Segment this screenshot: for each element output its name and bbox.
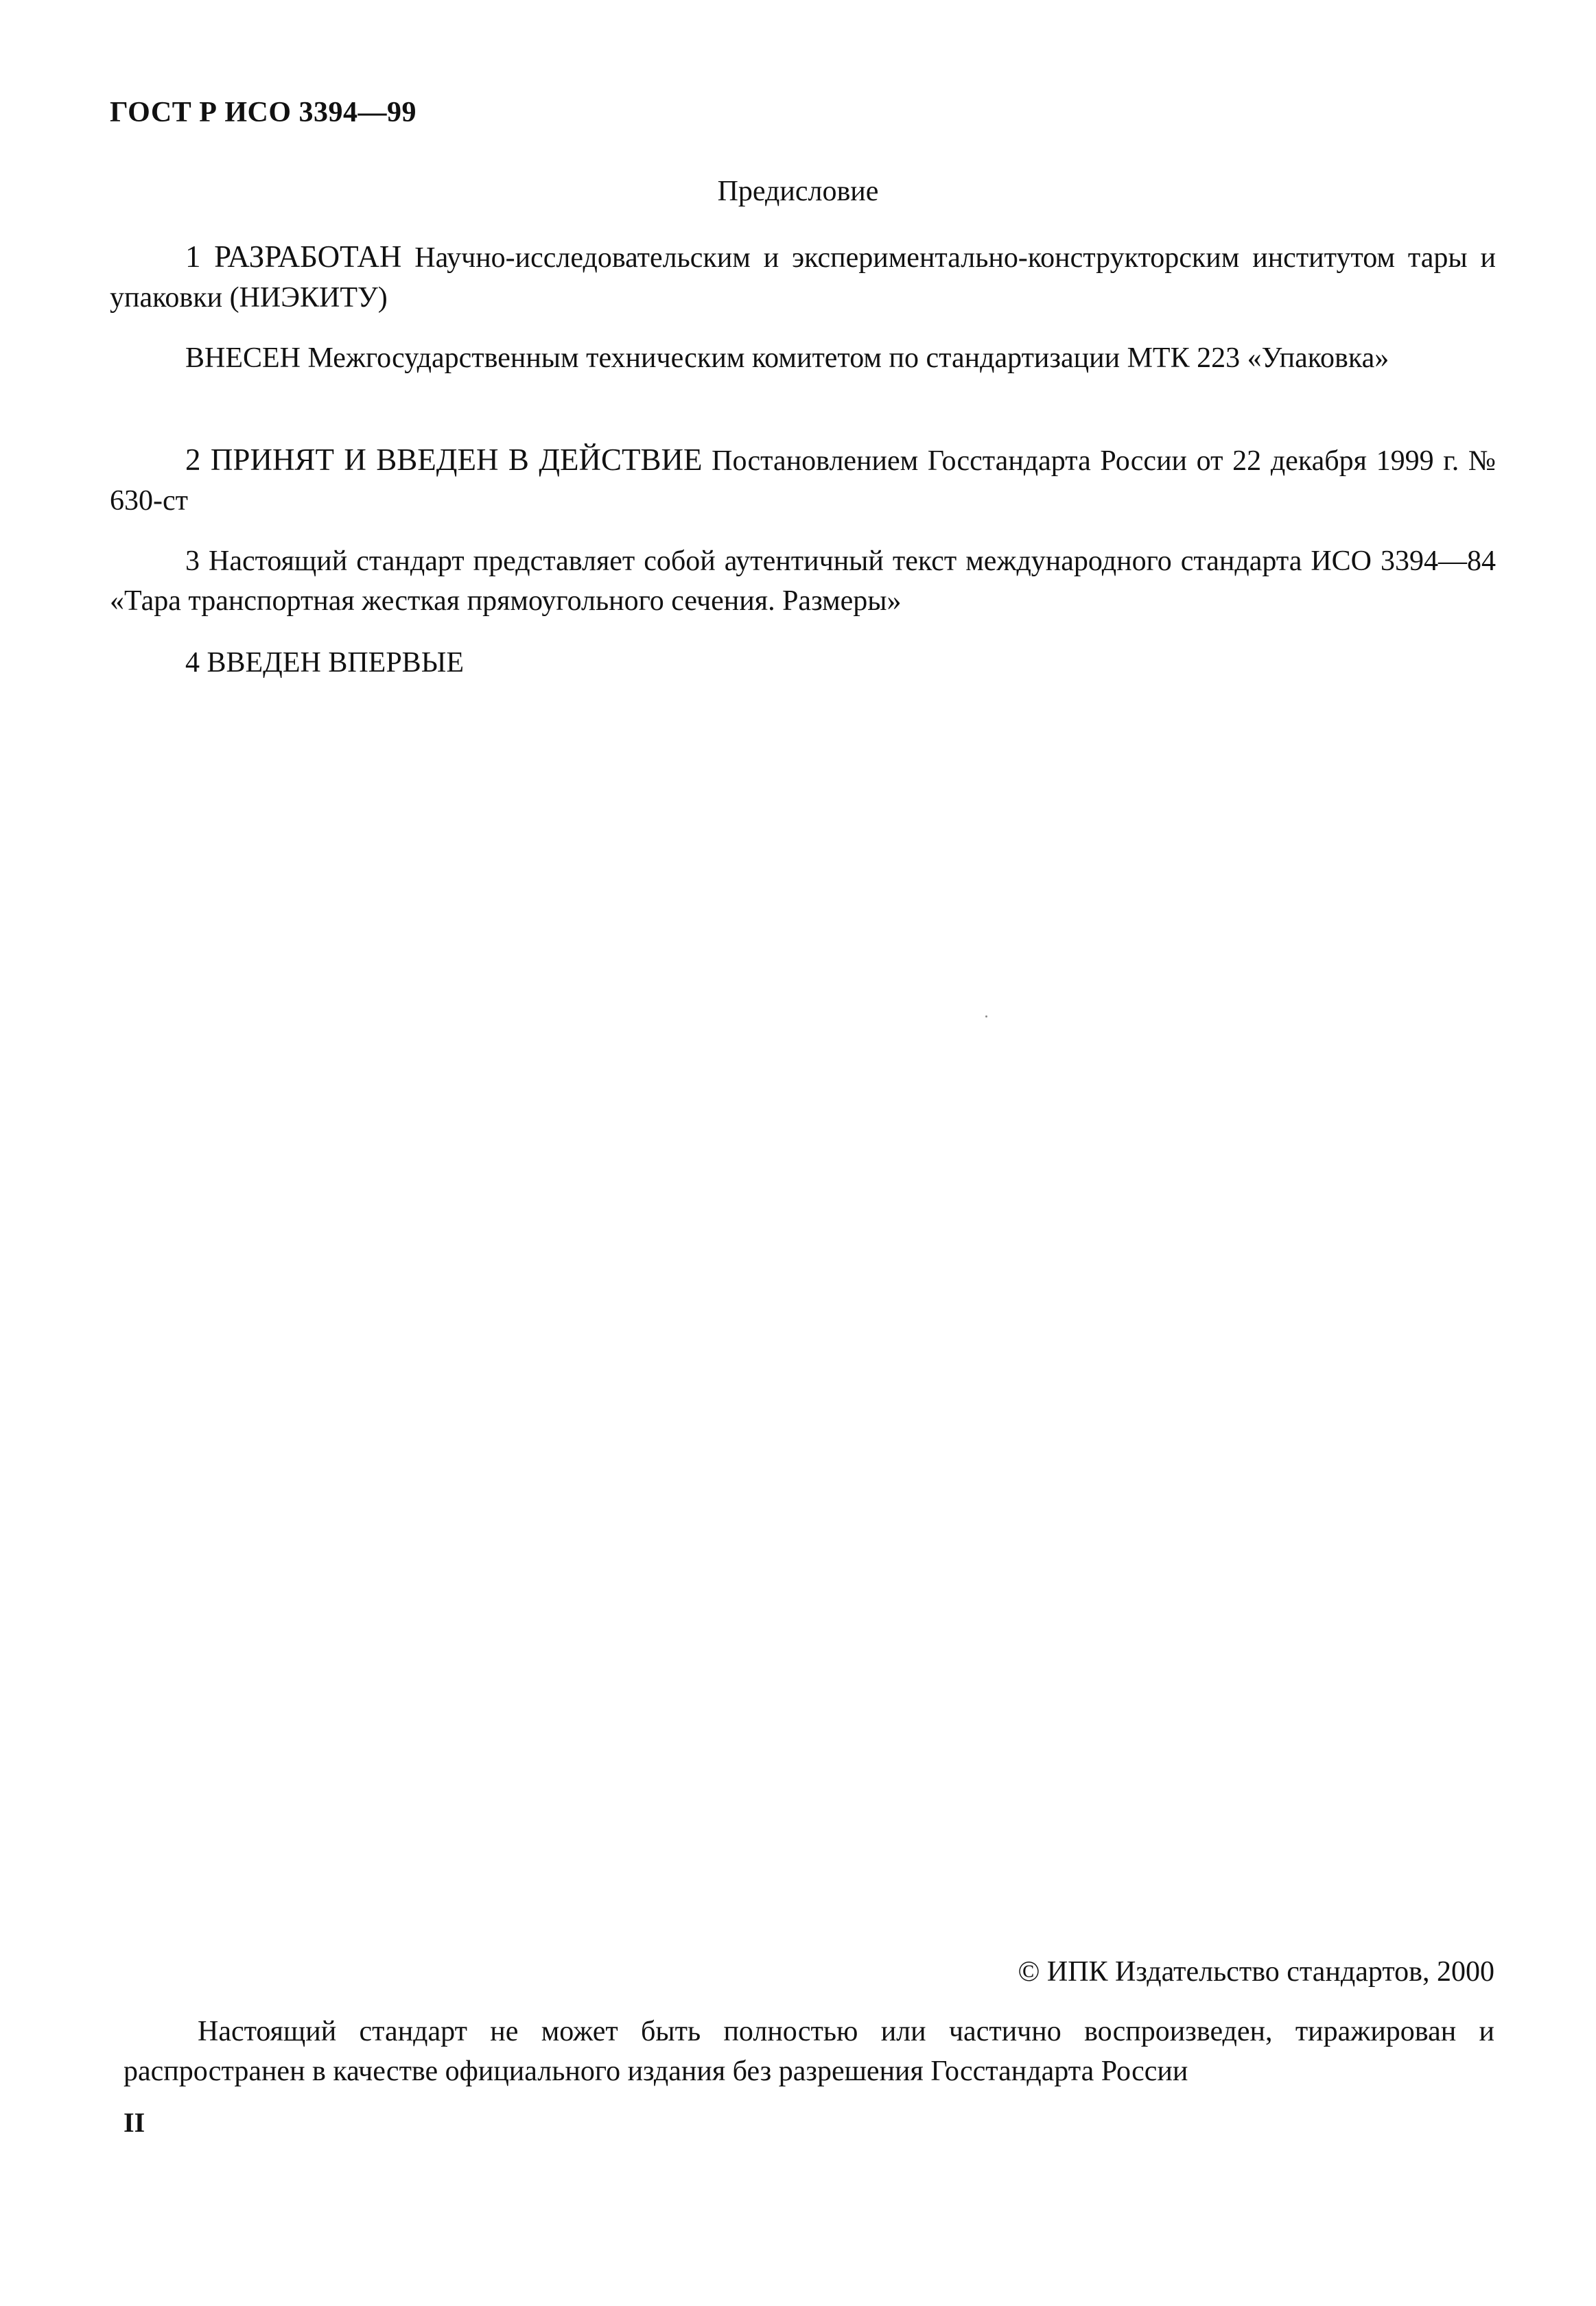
reproduction-notice: Настоящий стандарт не может быть полностью или частично воспроизведен, тиражирован и распространен в качестве официального издания без разрешения Госстандарта России: [124, 2016, 1494, 2087]
foreword-item-text: Межгосударственным техническим комитетом по стандартизации МТК 223 «Упаковка»: [301, 342, 1389, 374]
foreword-item-lead: 3: [185, 545, 200, 577]
foreword-item-lead: ВНЕСЕН: [185, 342, 301, 374]
foreword-item-text: Научно-исследовательским и экспериментально-конструкторским институтом тары и упаковки (НИЭКИТУ): [110, 242, 1496, 314]
foreword-item-text: Постановлением Госстандарта России от 22 декабря 1999 г. № 630-ст: [110, 445, 1496, 517]
page-number: II: [124, 2107, 145, 2138]
foreword-item-lead: 4 ВВЕДЕН ВПЕРВЫЕ: [185, 647, 464, 679]
standard-code-header: ГОСТ Р ИСО 3394—99: [110, 97, 417, 128]
foreword-item-authentic-text: [110, 541, 1496, 621]
foreword-item-developed: [110, 237, 1496, 318]
foreword-item-submitted: [110, 338, 1496, 378]
foreword-title: Предисловие: [717, 176, 879, 207]
foreword-item-text: Настоящий стандарт представляет собой аутентичный текст международного стандарта ИСО 3394—84 «Тара транспортная жесткая прямоугольного сечения. Размеры»: [110, 545, 1496, 617]
foreword-item-first-introduced: [110, 643, 1496, 683]
scan-speck: [985, 1015, 987, 1017]
copyright-line: © ИПК Издательство стандартов, 2000: [1018, 1956, 1494, 1988]
foreword-item-lead: 1 РАЗРАБОТАН: [185, 239, 402, 274]
foreword-item-lead: 2 ПРИНЯТ И ВВЕДЕН В ДЕЙСТВИЕ: [185, 443, 703, 477]
foreword-item-adopted: [110, 440, 1496, 521]
